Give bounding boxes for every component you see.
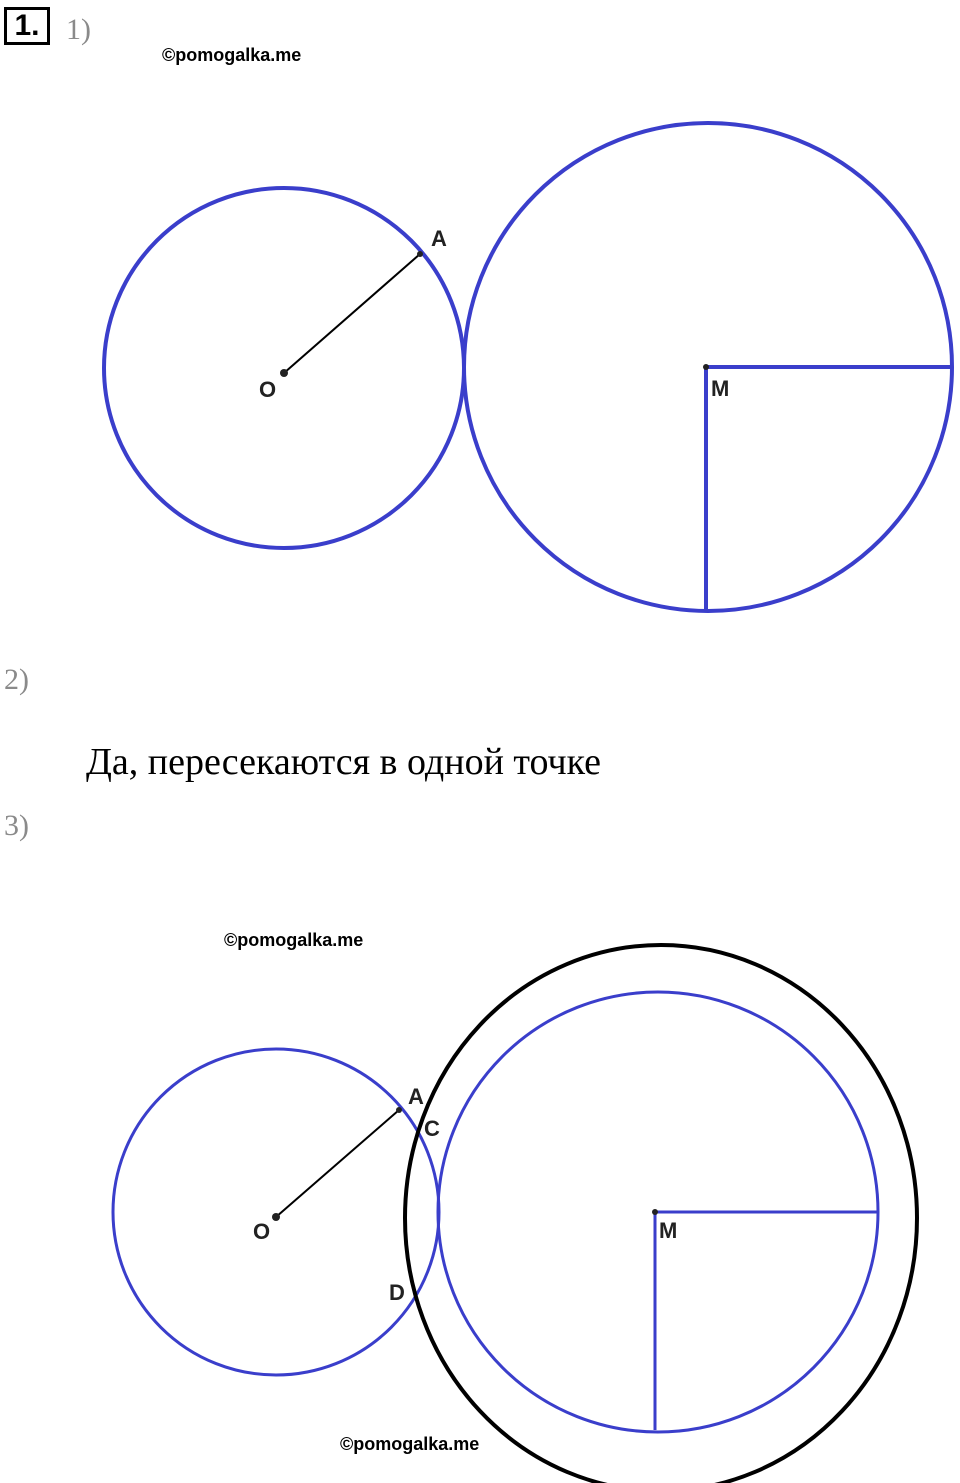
point-o [280,369,288,377]
circle-m-black [405,945,917,1483]
figure-2 [0,900,960,1483]
figure-1 [0,0,960,640]
label-m: M [659,1218,678,1243]
label-d: D [389,1280,405,1305]
point-m [703,364,709,370]
label-o: O [253,1219,271,1244]
circle-o [104,188,464,548]
point-o [272,1213,280,1221]
part-2-label: 2) [4,663,29,696]
part-1-label: 1) [66,13,91,46]
radius-oa [284,254,420,373]
watermark-bottom: ©pomogalka.me [340,1434,480,1454]
label-m: M [711,376,730,401]
watermark-top: ©pomogalka.me [162,45,302,65]
label-a: A [431,226,447,251]
part-3-label: 3) [4,809,29,842]
label-a: A [408,1084,424,1109]
point-m [652,1209,658,1215]
task-number: 1. [14,9,40,42]
radius-oa [276,1110,399,1217]
point-a [417,251,423,257]
circle-o [113,1049,439,1375]
point-a [396,1107,402,1113]
part-2-answer: Да, пересекаются в одной точке [86,741,602,783]
watermark-middle: ©pomogalka.me [224,930,364,950]
label-o: O [259,377,277,402]
label-c: C [424,1116,440,1141]
